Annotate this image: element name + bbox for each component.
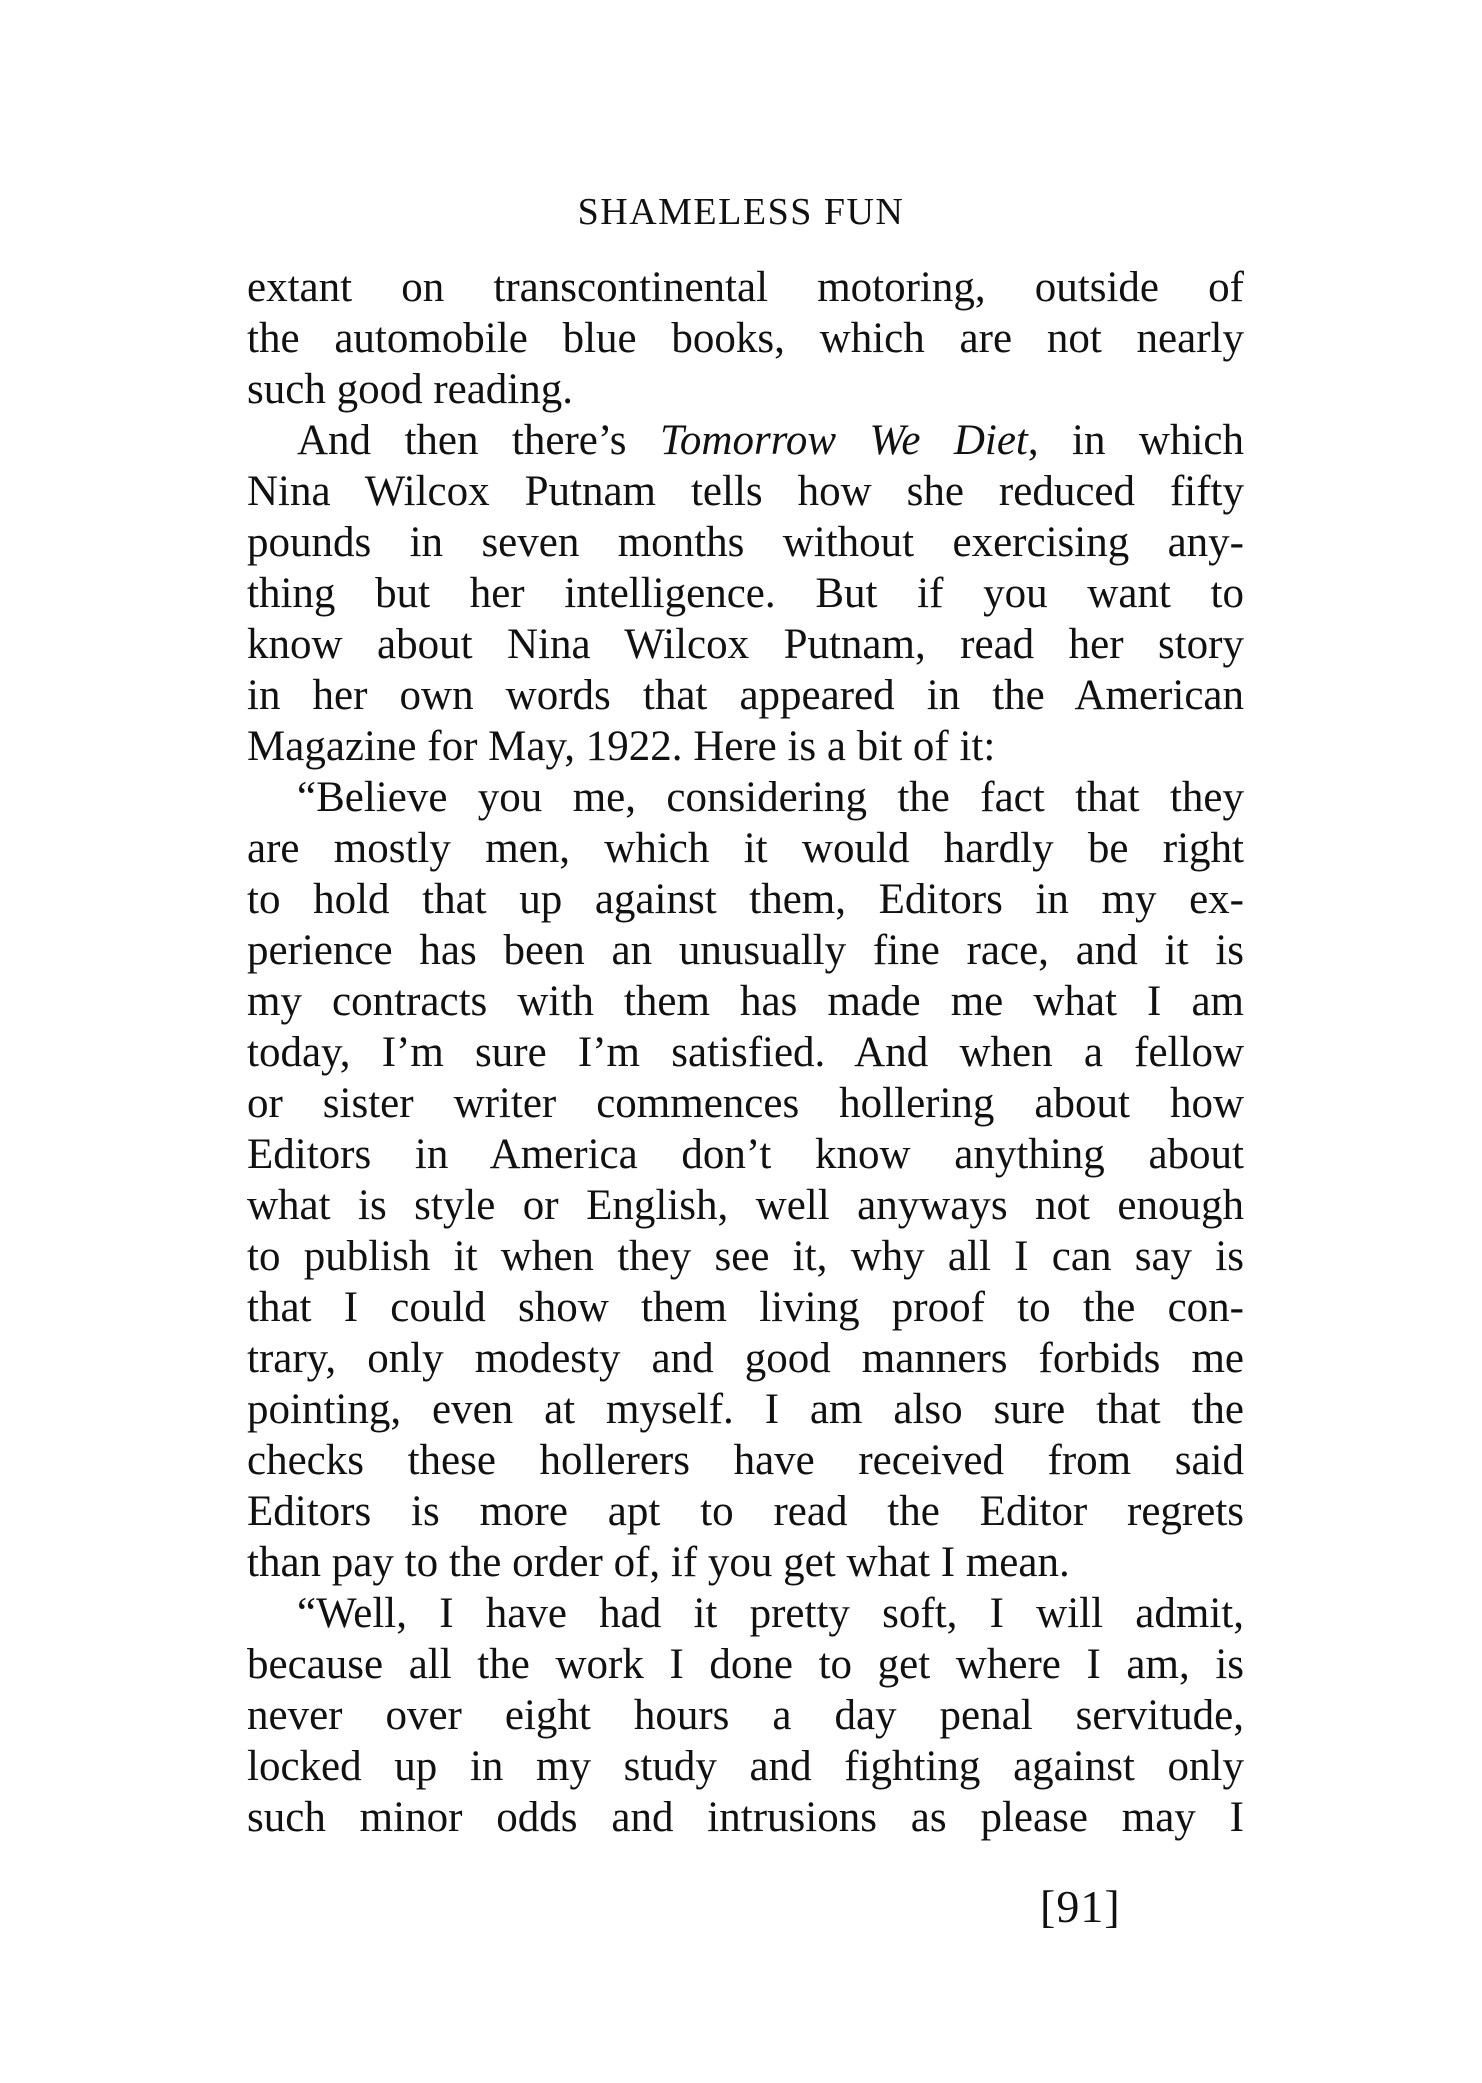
text-line: “Believe you me, considering the fact that they xyxy=(297,774,1244,821)
text-line: trary, only modesty and good manners forbids me xyxy=(247,1335,1244,1382)
page-number: [91] xyxy=(1040,1881,1121,1932)
text-line: today, I’m sure I’m satisfied. And when a fellow xyxy=(247,1029,1244,1076)
text-run: And then there’s xyxy=(297,417,660,464)
text-line: that I could show them living proof to the con- xyxy=(247,1284,1244,1331)
text-line: to hold that up against them, Editors in my ex- xyxy=(247,876,1244,923)
text-line: such good reading. xyxy=(247,366,574,413)
text-line: extant on transcontinental motoring, outside of xyxy=(247,264,1244,311)
text-run: , in which xyxy=(1027,417,1244,464)
text-line: pounds in seven months without exercising any- xyxy=(247,519,1244,566)
text-line: in her own words that appeared in the American xyxy=(247,672,1244,719)
text-line: because all the work I done to get where I am, is xyxy=(247,1641,1244,1688)
body-text xyxy=(247,262,1244,1843)
text-line: are mostly men, which it would hardly be right xyxy=(247,825,1244,872)
text-line: locked up in my study and fighting against only xyxy=(247,1743,1244,1790)
text-line: my contracts with them has made me what I am xyxy=(247,978,1244,1025)
text-line: Editors is more apt to read the Editor regrets xyxy=(247,1488,1244,1535)
text-line: checks these hollerers have received from said xyxy=(247,1437,1244,1484)
text-line: to publish it when they see it, why all I can say is xyxy=(247,1233,1244,1280)
text-line: Editors in America don’t know anything about xyxy=(247,1131,1244,1178)
text-line: or sister writer commences hollering about how xyxy=(247,1080,1244,1127)
text-line: than pay to the order of, if you get what I mean. xyxy=(247,1539,1070,1586)
text-line: Nina Wilcox Putnam tells how she reduced fifty xyxy=(247,468,1244,515)
text-line: never over eight hours a day penal servitude, xyxy=(247,1692,1244,1739)
book-title-italic: Tomorrow We Diet xyxy=(659,417,1028,464)
text-line: such minor odds and intrusions as please may I xyxy=(247,1794,1244,1841)
text-line: pointing, even at myself. I am also sure that the xyxy=(247,1386,1244,1433)
text-line: what is style or English, well anyways not enough xyxy=(247,1182,1244,1229)
text-line: perience has been an unusually fine race, and it is xyxy=(247,927,1244,974)
text-line: “Well, I have had it pretty soft, I will admit, xyxy=(297,1590,1244,1637)
text-line: know about Nina Wilcox Putnam, read her story xyxy=(247,621,1244,668)
text-line: Magazine for May, 1922. Here is a bit of it: xyxy=(247,723,996,770)
text-line: the automobile blue books, which are not nearly xyxy=(247,315,1244,362)
text-line xyxy=(247,415,1244,466)
text-line: thing but her intelligence. But if you want to xyxy=(247,570,1244,617)
running-head: SHAMELESS FUN xyxy=(577,191,905,233)
